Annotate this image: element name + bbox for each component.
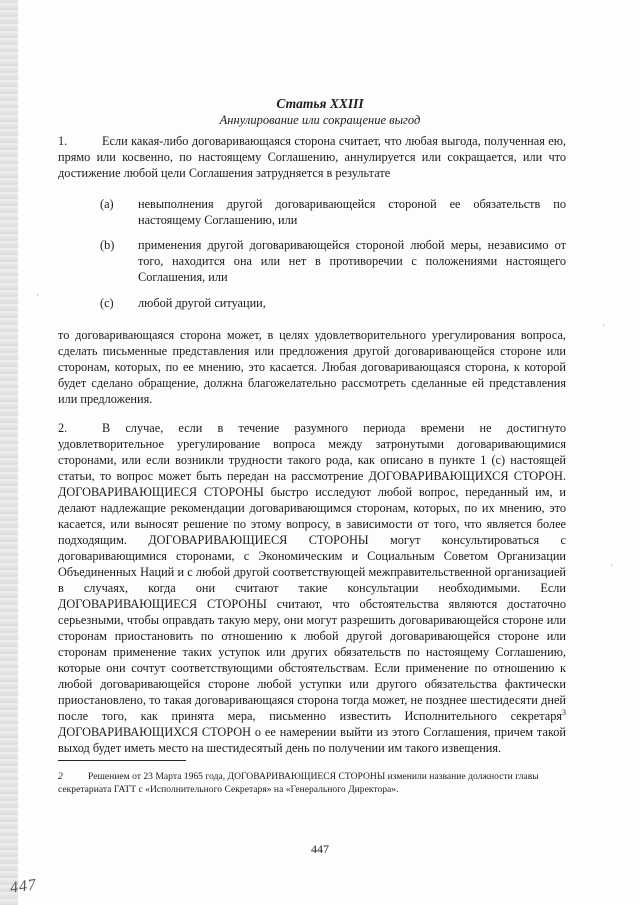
page-number: 447 [311,842,329,856]
paragraph-2-text: В случае, если в течение разумного периода времени не достигнуто удовлетворительное урегулирование вопроса между затронутыми договаривающимися сторонами, или если возникли трудности такого рода, как описано в пункте 1 (c) настоящей статьи, то вопрос может быть передан на рассмотрение ДОГОВАРИВАЮЩИХСЯ СТОРОН. ДОГОВАРИВАЮЩИЕСЯ СТОРОНЫ быстро исследуют любой вопрос, переданный им, и делают надлежащие рекомендации договаривающимся сторонам, которых, по их мнению, это касается, или выносят решение по этому вопросу, в зависимости от того, что является более подходящим. ДОГОВАРИВАЮЩИЕСЯ СТОРОНЫ могут консультироваться с договаривающимися сторонами, с Экономическим и Социальным Советом Организации Объединенных Наций и с любой другой соответствующей межправительственной организацией в случаях, когда они считают такие консультации необходимыми. Если ДОГОВАРИВАЮЩИЕСЯ СТОРОНЫ считают, что обстоятельства являются достаточно серьезными, чтобы оправдать такую меру, они могут разрешить договаривающейся стороне или сторонам приостановить по отношению к любой другой договаривающейся стороне или сторонам применение таких уступок или других обязательств по настоящему Соглашению, которые они сочтут соответствующими обстоятельствам. Если применение по отношению к любой договаривающейся стороне любой уступки или другого обязательства фактически приостановлено, то такая договаривающаяся сторона тогда может, не позднее шестидесяти дней после того, как принята мера, письменно известить Исполнительного секретаря [58,421,566,723]
footnote-reference: 3 [562,707,566,717]
footnote-divider [58,760,186,761]
footnote-number: 2 [58,771,63,782]
scan-speck: · [602,320,605,330]
article-subtitle: Аннулирование или сокращение выгод [219,113,421,127]
footnote [58,770,568,796]
paragraph-2-number: 2. [58,421,68,435]
item-a-text: невыполнения другой договаривающейся стороной ее обязательств по настоящему Соглашению, или [138,197,566,227]
item-a-label: (a) [100,197,114,211]
handwritten-note: 447 [8,876,38,897]
item-c-label: (c) [100,296,114,310]
paragraph-1-number: 1. [58,134,68,148]
item-b-text: применения другой договаривающейся стороной любой меры, независимо от того, находится она или нет в противоречии с положениями настоящего Соглашения, или [138,238,566,284]
paragraph-1-conclusion: то договаривающаяся сторона может, в целях удовлетворительного урегулирования вопроса, сделать письменные представления или предложения другой договаривающейся стороне или сторонам, которых, по ее мнению, это касается. Любая договаривающаяся сторона, к которой будет сделано обращение, должна благожелательно рассмотреть сделанные ей представления или предложения. [58,328,566,406]
item-b-label: (b) [100,238,115,252]
item-c-text: любой другой ситуации, [138,296,266,310]
footnote-text: Решением от 23 Марта 1965 года, ДОГОВАРИВАЮЩИЕСЯ СТОРОНЫ изменили название должности главы секретариата ГАТТ с «Исполнительного Секретаря» на «Генерального Директора». [58,771,539,795]
paragraph-2 [58,420,566,756]
paragraph-1-intro [58,133,566,181]
scan-speck: · [36,290,39,300]
paragraph-1-text: Если какая-либо договаривающаяся сторона считает, что любая выгода, полученная ею, прямо или косвенно, по настоящему Соглашению, аннулируется или сокращается, или что достижение любой цели Соглашения затрудняется в результате [58,134,566,180]
scan-speck: · [610,560,613,570]
article-title: Статья XXIII [276,96,364,111]
paragraph-2-text-end: ДОГОВАРИВАЮЩИХСЯ СТОРОН о ее намерении выйти из этого Соглашения, причем такой выход будет иметь место на шестидесятый день по получении им такого извещения. [58,725,566,755]
